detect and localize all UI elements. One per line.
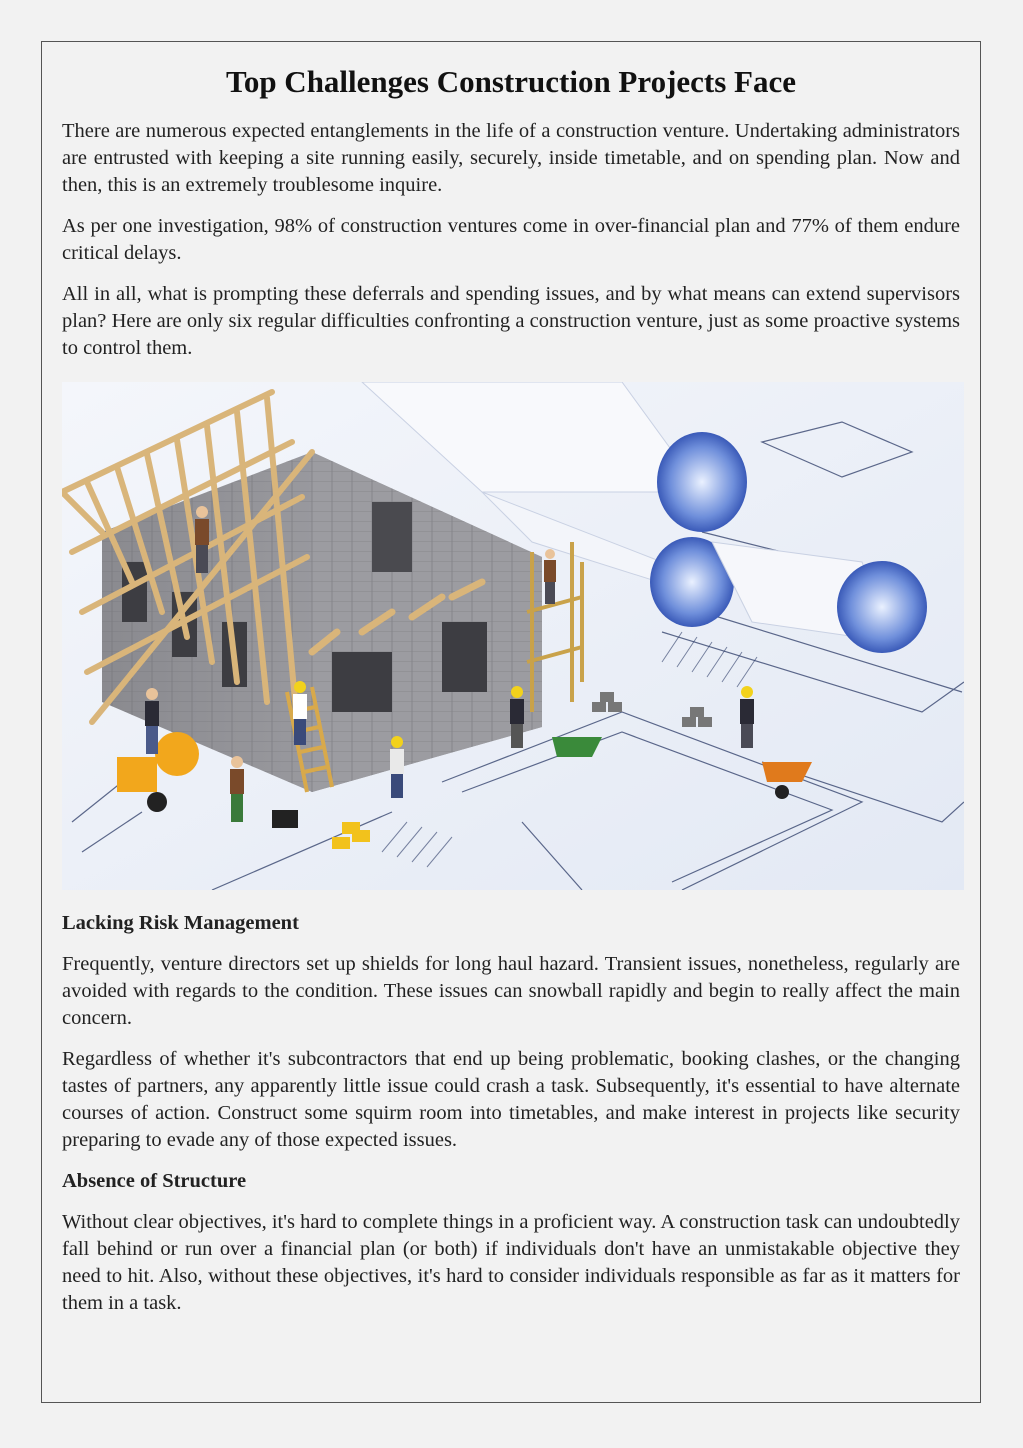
risk-paragraph-1: Frequently, venture directors set up shields for long haul hazard. Transient issues, nonetheless, regularly are avoided with regards to the condition. These issues can snowball rapidly and begin to really affect the main concern. [62, 953, 960, 1029]
construction-house-illustration [62, 382, 964, 890]
intro-paragraph-1: There are numerous expected entanglements in the life of a construction venture. Undertaking administrators are entrusted with keeping a site running easily, securely, inside timetable, and on spending plan. Now and then, this is an extremely troublesome inquire. [62, 120, 960, 196]
page-title: Top Challenges Construction Projects Face [225, 64, 797, 99]
article [62, 60, 960, 1331]
section-heading-absence-of-structure: Absence of Structure [62, 1170, 247, 1192]
intro-paragraph-2: As per one investigation, 98% of construction ventures come in over-financial plan and 77% of them endure critical delays. [62, 215, 960, 264]
intro-paragraph-3: All in all, what is prompting these deferrals and spending issues, and by what means can extend supervisors plan? Here are only six regular difficulties confronting a construction venture, just as some proactive systems to control them. [62, 283, 960, 359]
section-heading-risk-management: Lacking Risk Management [62, 912, 299, 934]
risk-paragraph-2: Regardless of whether it's subcontractors that end up being problematic, booking clashes, or the changing tastes of partners, any apparently little issue could crash a task. Subsequently, it's essential to have alternate courses of action. Construct some squirm room into timetables, and make interest in projects like security preparing to evade any of those expected issues. [62, 1048, 960, 1151]
structure-paragraph-1: Without clear objectives, it's hard to complete things in a proficient way. A construction task can undoubtedly fall behind or run over a financial plan (or both) if individuals don't have an unmistakable objective they need to hit. Also, without these objectives, it's hard to consider individuals responsible as far as it matters for them in a task. [62, 1211, 960, 1314]
